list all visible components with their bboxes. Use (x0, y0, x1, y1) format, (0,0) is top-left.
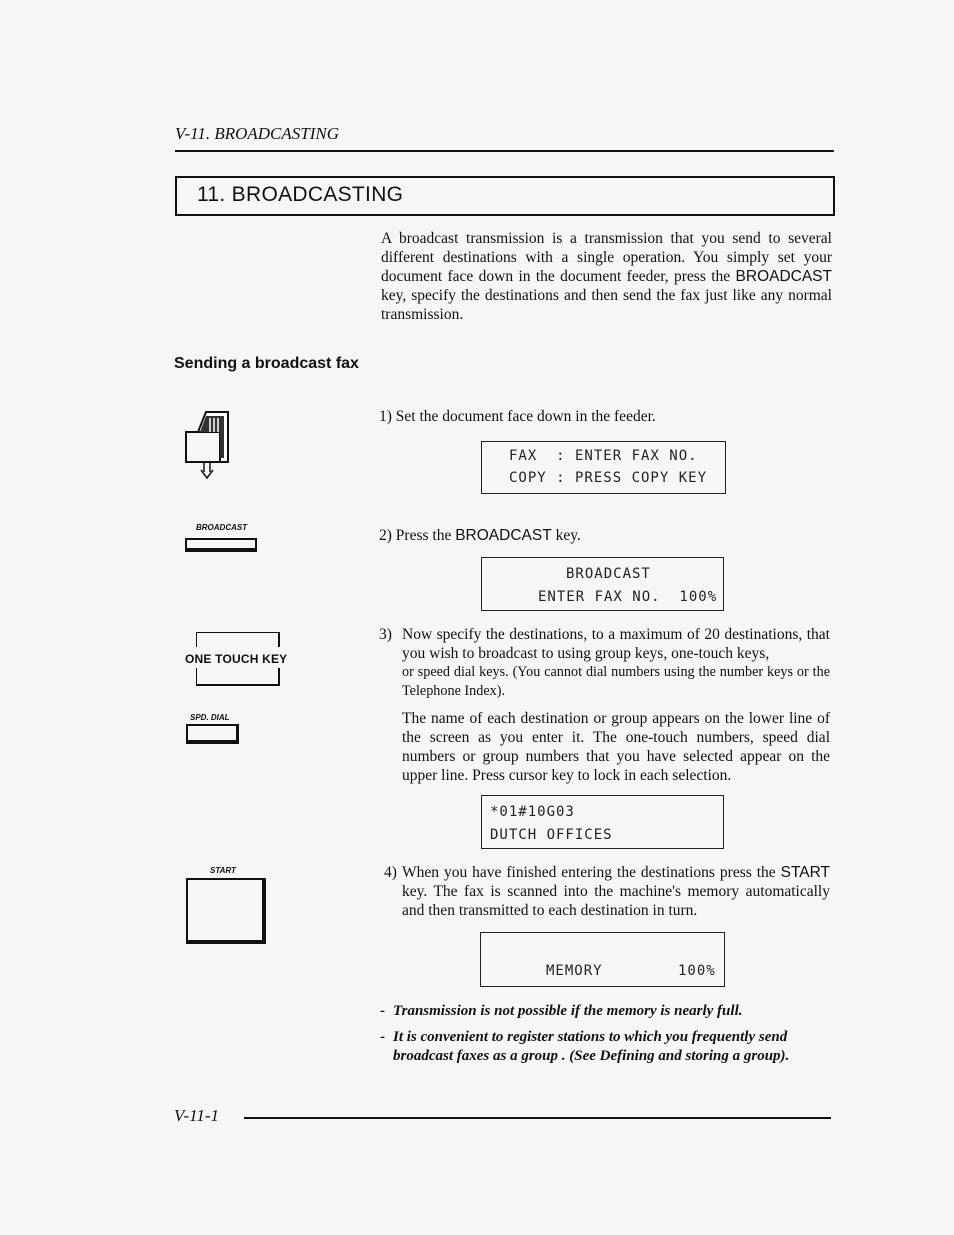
intro-text-b: key, specify the destinations and then send the fax just like any normal transmission. (381, 287, 832, 323)
intro-text-a: A broadcast transmission is a transmission that you send to several different destinations with a single operation. You simply set your document face down in the document feeder, press the (381, 230, 832, 285)
lcd-display-1 (481, 441, 726, 494)
running-head: V-11. BROADCASTING (175, 124, 340, 143)
note-text: It is convenient to register stations to which you frequently send broadcast faxes as a group . (See Defining and storing a group). (393, 1029, 790, 1064)
subheading: Sending a broadcast fax (174, 355, 359, 372)
lcd-display-3 (481, 795, 724, 849)
lcd-line-2: ENTER FAX NO. 100% (538, 589, 718, 605)
broadcast-key-label: BROADCAST (196, 523, 248, 532)
step-4-number: 4) (384, 864, 397, 881)
step-number: 2) (379, 527, 392, 544)
start-key[interactable] (186, 878, 266, 944)
step-text-b: or speed dial keys. (You cannot dial numbers using the number keys or the Telephone Index). (402, 664, 830, 699)
page-number: V-11-1 (174, 1106, 220, 1125)
step-text-b: key. (551, 527, 581, 544)
section-title: 11. BROADCASTING (197, 183, 404, 206)
step-text-b: key. The fax is scanned into the machine's memory automatically and then transmitted to each destination in turn. (402, 883, 830, 919)
step-3-number: 3) (379, 626, 392, 643)
note-1 (380, 1002, 832, 1021)
lcd-line-1: FAX : ENTER FAX NO. (509, 448, 698, 464)
spd-dial-key[interactable] (186, 724, 239, 744)
step-key-name: BROADCAST (455, 527, 552, 544)
lcd-line-1: BROADCAST (566, 566, 651, 582)
step-text-a: Now specify the destinations, to a maximum of 20 destinations, that you wish to broadcast to using group keys, one-touch keys, (402, 626, 830, 662)
step-4-text (402, 863, 830, 920)
document-feeder-icon (184, 408, 234, 485)
step-text-a: Press the (395, 527, 456, 544)
footer-rule (244, 1117, 831, 1119)
lcd-line-2: COPY : PRESS COPY KEY (509, 470, 708, 486)
one-touch-key-label: ONE TOUCH KEY (185, 652, 288, 666)
step-text: Set the document face down in the feeder. (395, 408, 656, 425)
step-key-name: START (780, 864, 830, 881)
section-title-box (175, 176, 835, 216)
intro-key-name: BROADCAST (735, 268, 832, 285)
note-dash: - (380, 1029, 385, 1045)
lcd-line-2: DUTCH OFFICES (490, 827, 613, 843)
lcd-display-4 (480, 932, 725, 987)
step-2 (379, 526, 581, 545)
step-number: 1) (379, 408, 392, 425)
broadcast-key[interactable] (185, 538, 257, 552)
start-key-label: START (210, 866, 236, 875)
step-1 (379, 407, 656, 426)
step-text-a: When you have finished entering the destinations press the (402, 864, 781, 881)
header-rule (175, 150, 834, 152)
spd-dial-key-label: SPD. DIAL (190, 713, 230, 722)
note-text: Transmission is not possible if the memory is nearly full. (393, 1003, 743, 1019)
lcd-line-2: MEMORY 100% (546, 963, 716, 979)
note-2 (380, 1028, 832, 1066)
lcd-display-2 (481, 557, 724, 611)
intro-paragraph (381, 229, 832, 324)
step-text-c: The name of each destination or group appears on the lower line of the screen as you enter it. The one-touch numbers, speed dial numbers or group numbers that you have selected appear on the upper line. Press cursor key to lock in each selection. (402, 710, 830, 784)
step-3-text (402, 625, 830, 785)
lcd-line-1: *01#10G03 (490, 804, 575, 820)
note-dash: - (380, 1003, 385, 1019)
